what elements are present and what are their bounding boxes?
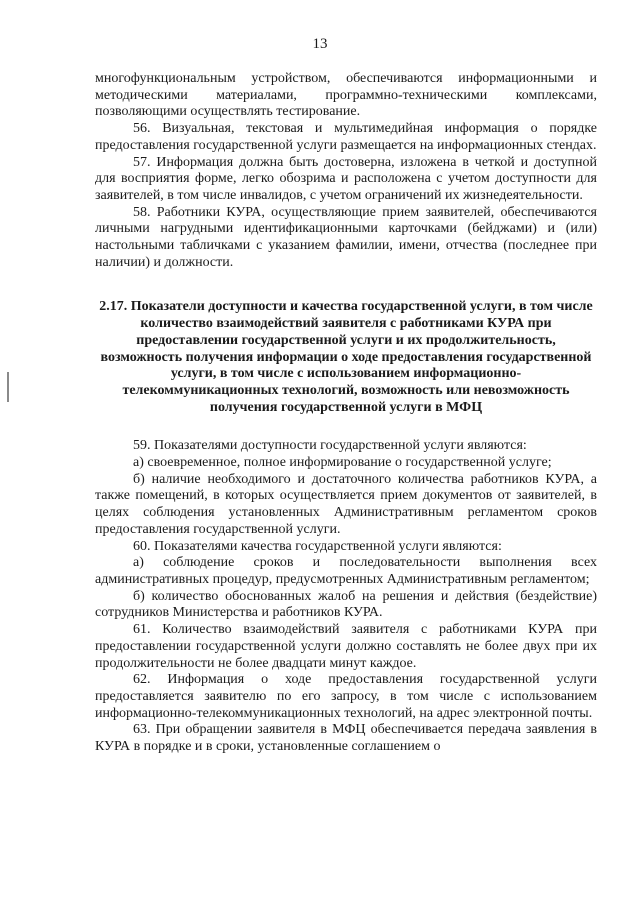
page-number: 13 <box>312 36 328 52</box>
paragraph-63: 63. При обращении заявителя в МФЦ обеспечивается передача заявления в КУРА в порядке и в сроки, установленные соглашением о <box>95 722 597 755</box>
paragraph-60-b: б) количество обоснованных жалоб на решения и действия (бездействие) сотрудников Министерства и работников КУРА. <box>95 588 597 621</box>
paragraph-62: 62. Информация о ходе предоставления государственной услуги предоставляется заявителю по его запросу, в том числе с использованием информационно-телекоммуникационных технологий, на адрес электронной почты. <box>95 672 597 721</box>
paragraph-continuation: многофункциональным устройством, обеспечиваются информационными и методическими материалами, программно-техническими комплексами, позволяющими осуществлять тестирование. <box>95 71 597 120</box>
paragraph-58: 58. Работники КУРА, осуществляющие прием заявителей, обеспечиваются личными нагрудными идентификационными карточками (бейджами) и (или) настольными табличками с указанием фамилии, имени, отчества (последнее при наличии) и должности. <box>95 204 597 270</box>
paragraph-59: 59. Показателями доступности государственной услуги являются: <box>133 438 527 454</box>
section-heading-2-17: 2.17. Показатели доступности и качества государственной услуги, в том числе количество взаимодействий заявителя с работниками КУРА при предоставлении государственной услуги и их продолжительность, возможность получения информации о ходе предоставления государственной услуги, в том числе с использованием информационно-телекоммуникационных технологий, возможность или невозможность получения государственной услуги в МФЦ <box>99 299 593 415</box>
paragraph-56: 56. Визуальная, текстовая и мультимедийная информация о порядке предоставления государственной услуги размещается на информационных стендах. <box>95 121 597 153</box>
scan-margin-mark <box>7 372 9 402</box>
document-body <box>95 71 597 756</box>
paragraph-59-b: б) наличие необходимого и достаточного количества работников КУРА, а также помещений, в которых осуществляется прием документов от заявителей, в целях соблюдения установленных Административным регламентом сроков предоставления государственной услуги. <box>95 471 597 537</box>
paragraph-57: 57. Информация должна быть достоверна, изложена в четкой и доступной для восприятия форме, легко обозрима и расположена с учетом доступности для заявителей, в том числе инвалидов, с учетом ограничений их жизнедеятельности. <box>95 154 597 203</box>
paragraph-60: 60. Показателями качества государственной услуги являются: <box>133 538 502 554</box>
paragraph-61: 61. Количество взаимодействий заявителя с работниками КУРА при предоставлении государственной услуги должно составлять не более двух при их продолжительности не более двадцати минут каждое. <box>95 622 597 671</box>
paragraph-60-a: а) соблюдение сроков и последовательности выполнения всех административных процедур, предусмотренных Административным регламентом; <box>95 555 597 587</box>
paragraph-59-a: а) своевременное, полное информирование о государственной услуге; <box>133 455 552 471</box>
